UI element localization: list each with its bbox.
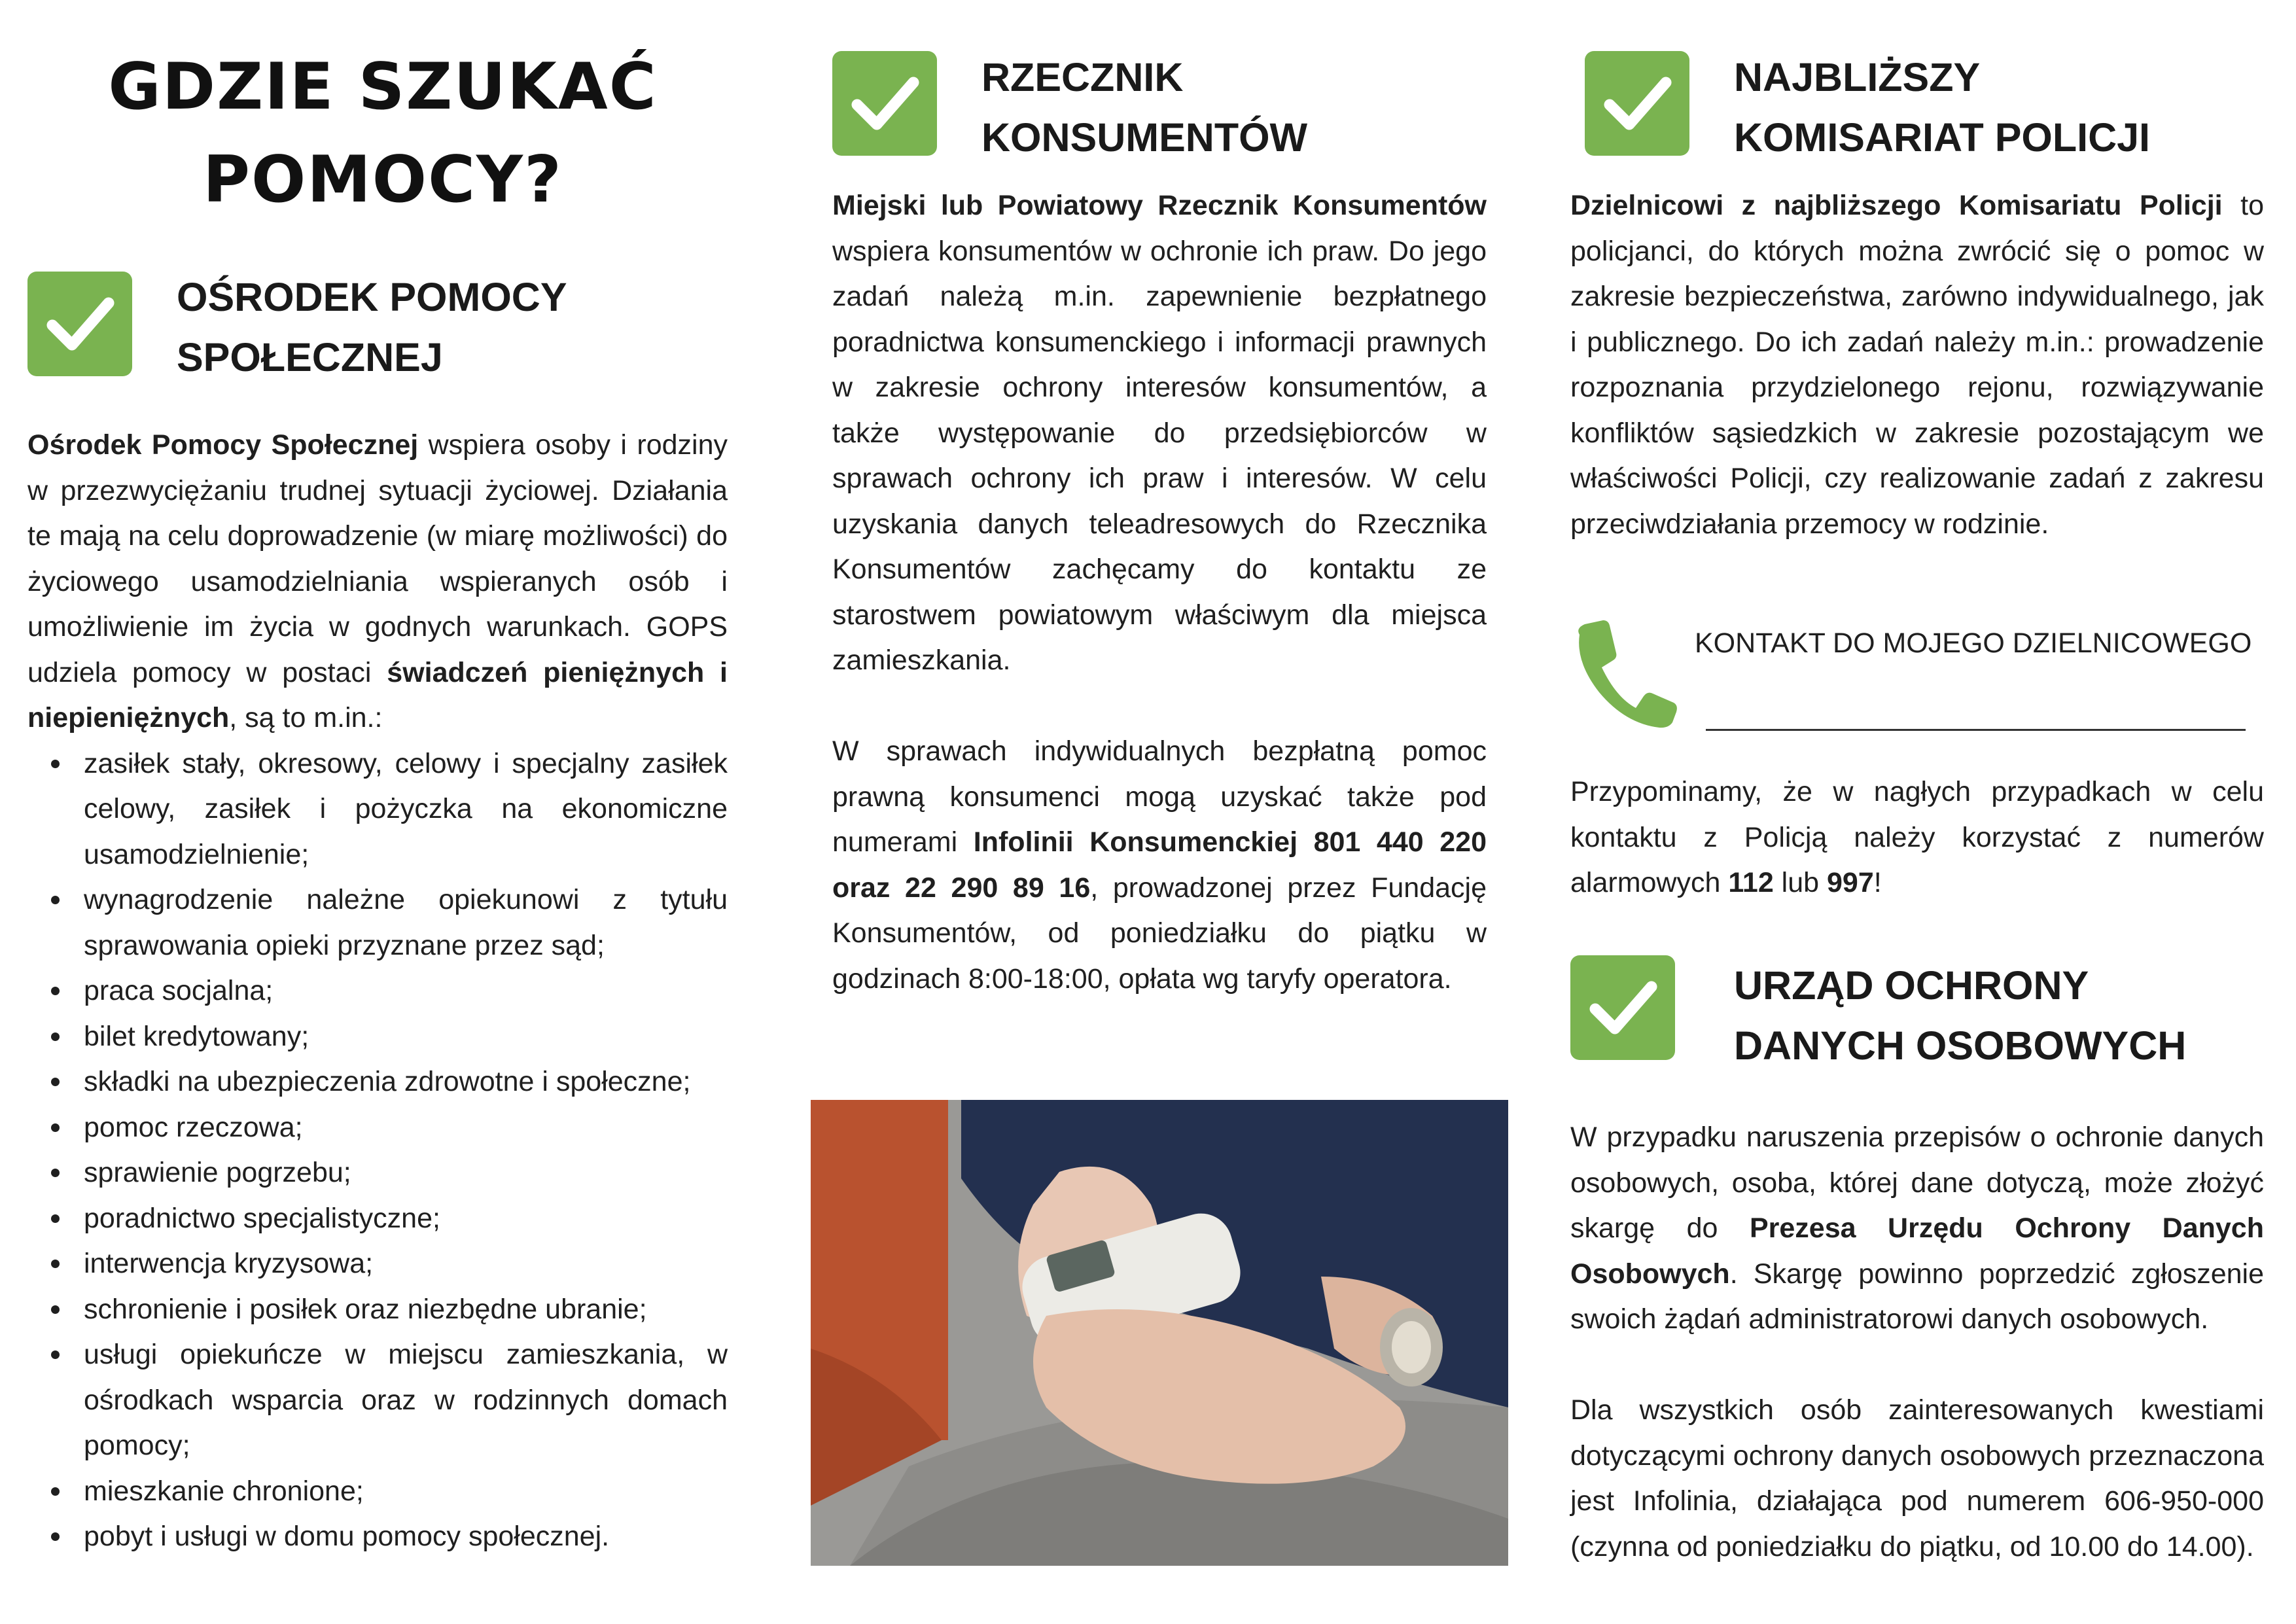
uodo-p1-text: W przypadku naruszenia przepisów o ochronie danych osobowych, osoba, której dane dotyczą, może złożyć skargę do [1570,1121,2264,1244]
list-item: mieszkanie chronione; [84,1469,728,1515]
list-item: bilet kredytowany; [84,1014,728,1060]
reminder-exclamation: ! [1873,867,1882,898]
check-icon [1585,51,1689,156]
ops-intro-end: , są to m.in.: [229,702,383,733]
ops-title-line-2: SPOŁECZNEJ [177,335,443,380]
policja-p1-bold: Dzielnicowi z najbliższego Komisariatu Policji [1570,190,2223,221]
ops-section-body [27,423,728,1560]
rzecznik-paragraph-2 [832,729,1487,1002]
ops-intro-text: wspiera osoby i rodziny w przezwyciężaniu trudnej sytuacji życiowej. Działania te mają na celu doprowadzenie (w miarę możliwości) do życiowego usamodzielniania wspieranych osób i umożliwienie im życia w godnych warunkach. GOPS udziela pomocy w postaci [27,429,728,688]
policja-reminder [1570,769,2264,906]
rzecznik-paragraph-1 [832,183,1487,684]
list-item: składki na ubezpieczenia zdrowotne i społeczne; [84,1059,728,1105]
rzecznik-p2-end: , prowadzonej przez Fundację Konsumentów, od poniedziałku do piątku w godzinach 8:00-18:00, opłata wg taryfy operatora. [832,872,1487,995]
reminder-or: lub [1773,867,1828,898]
list-item: pomoc rzeczowa; [84,1105,728,1151]
uodo-title-line-1: URZĄD OCHRONY [1734,963,2089,1008]
uodo-title-line-2: DANYCH OSOBOWYCH [1734,1023,2187,1068]
ops-title-line-1: OŚRODEK POMOCY [177,275,567,319]
ops-benefits-list [27,741,728,1560]
rzecznik-hotline-bold: Infolinii Konsumenckiej 801 440 220 oraz 22 290 89 16 [832,826,1487,904]
contact-write-in-line [1706,729,2246,731]
list-item: poradnictwo specjalistyczne; [84,1196,728,1242]
list-item: zasiłek stały, okresowy, celowy i specjalny zasiłek celowy, zasiłek i pożyczka na ekonomiczne usamodzielnienie; [84,741,728,878]
rzecznik-p2-text: W sprawach indywidualnych bezpłatną pomoc prawną konsumenci mogą uzyskać także pod numerami [832,735,1487,858]
policja-section-title [1734,47,2257,168]
list-item: interwencja kryzysowa; [84,1241,728,1287]
check-icon [27,272,132,376]
policja-title-line-2: KOMISARIAT POLICJI [1734,115,2151,160]
ops-intro [27,423,728,741]
reminder-text: Przypominamy, że w nagłych przypadkach w celu kontaktu z Policją należy korzystać z numerów alarmowych [1570,776,2264,898]
photo-illustration [811,1100,1508,1566]
policja-p1-text: to policjanci, do których można zwrócić się o pomoc w zakresie bezpieczeństwa, zarówno indywidualnego, jak i publicznego. Do ich zadań należy m.in.: prowadzenie rozpoznania przydzielonego rejonu, rozwiązywanie konfliktów sąsiedzkich w zakresie pozostającym we właściwości Policji, czy realizowanie zadań z zakresu przeciwdziałania przemocy w rodzinie. [1570,190,2264,540]
uodo-paragraph-1 [1570,1115,2264,1343]
policja-section-body [1570,183,2264,547]
rzecznik-p1-text: wspiera konsumentów w ochronie ich praw. Do jego zadań należą m.in. zapewnienie bezpłatnego poradnictwa konsumenckiego i informacji prawnych w zakresie ochrony interesów konsumentów, a także występowanie do przedsiębiorców w sprawach ochrony ich praw i interesów. W celu uzyskania danych teleadresowych do Rzecznika Konsumentów zachęcamy do kontaktu ze starostwem powiatowym właściwym dla miejsca zamieszkania. [832,235,1487,676]
list-item: sprawienie pogrzebu; [84,1150,728,1196]
ops-section-title [177,267,700,387]
emergency-number-997: 997 [1827,867,1874,898]
contact-label: KONTAKT DO MOJEGO DZIELNICOWEGO [1695,627,2252,659]
list-item: wynagrodzenie należne opiekunowi z tytułu sprawowania opieki przyznane przez sąd; [84,877,728,968]
uodo-paragraph-2: Dla wszystkich osób zainteresowanych kwestiami dotyczącymi ochrony danych osobowych przeznaczona jest Infolinia, działająca pod numerem 606-950-000 (czynna od poniedziałku do piątku, od 10.00 do 14.00). [1570,1394,2264,1562]
uodo-p1-end: . Skargę powinno poprzedzić zgłoszenie swoich żądań administratorowi danych osobowych. [1570,1258,2264,1335]
check-icon [1570,955,1675,1060]
page-title [26,41,739,226]
check-icon [832,51,937,156]
rzecznik-title-line-1: RZECZNIK [981,55,1184,99]
list-item: pobyt i usługi w domu pomocy społecznej. [84,1514,728,1560]
uodo-section-title [1734,955,2270,1076]
policja-reminder-text [1570,769,2264,906]
phone-icon [1570,620,1678,728]
policja-paragraph-1 [1570,183,2264,547]
list-item: usługi opiekuńcze w miejscu zamieszkania, w ośrodkach wsparcia oraz w rodzinnych domach pomocy; [84,1332,728,1469]
list-item: schronienie i posiłek oraz niezbędne ubranie; [84,1287,728,1333]
rzecznik-p1-bold: Miejski lub Powiatowy Rzecznik Konsumentów [832,190,1487,221]
page-title-line-2: POMOCY? [203,143,563,217]
rzecznik-section-title [981,47,1479,168]
uodo-p1-bold: Prezesa Urzędu Ochrony Danych Osobowych [1570,1212,2264,1290]
elderly-hands-phone-photo [811,1100,1508,1566]
policja-title-line-1: NAJBLIŻSZY [1734,55,1981,99]
list-item: praca socjalna; [84,968,728,1014]
uodo-section-body [1570,1115,2264,1570]
emergency-number-112: 112 [1728,867,1774,898]
rzecznik-title-line-2: KONSUMENTÓW [981,115,1308,160]
rzecznik-section-body [832,183,1487,1002]
page-title-line-1: GDZIE SZUKAĆ [108,50,658,124]
ops-benefits-bold: świadczeń pieniężnych i niepieniężnych [27,656,728,733]
ops-intro-bold: Ośrodek Pomocy Społecznej [27,429,419,461]
